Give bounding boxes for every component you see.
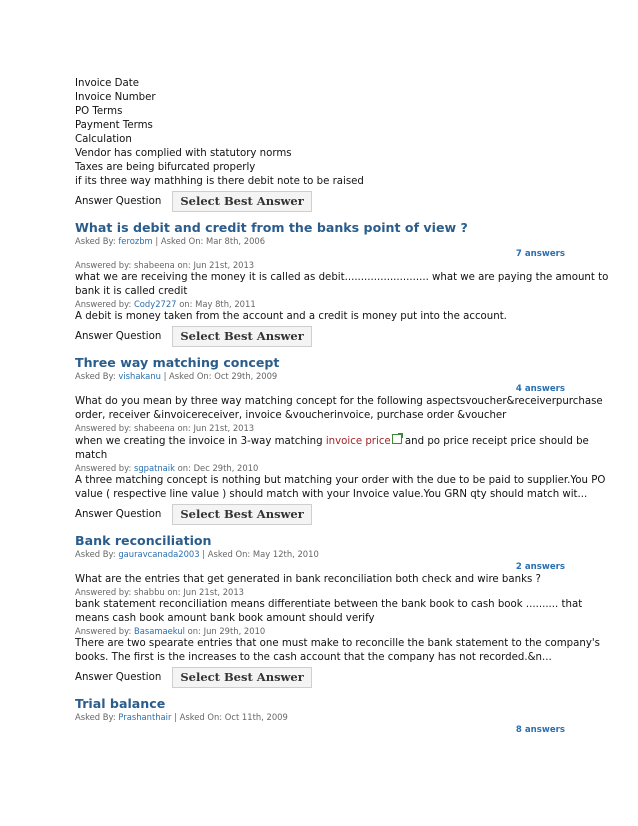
answer-question-link[interactable]: Answer Question <box>75 195 162 207</box>
select-best-answer-button[interactable]: Select Best Answer <box>172 504 312 525</box>
asked-on-label: | Asked On: <box>174 712 223 722</box>
asker-link[interactable]: Prashanthair <box>118 712 172 722</box>
answer-date: Jun 21st, 2013 <box>193 260 255 270</box>
invoice-price-link[interactable]: invoice price <box>325 436 391 447</box>
asked-date: Oct 11th, 2009 <box>224 712 288 722</box>
question-line: What do you mean by three way matching concept for the following aspectsvoucher&receiverpurchase <box>75 396 603 407</box>
answer-line: A three matching concept is nothing but matching your order with the due to be paid to supplier.You PO <box>75 475 606 486</box>
answer-line: match <box>75 450 108 461</box>
answer-question-link[interactable]: Answer Question <box>75 671 162 683</box>
content <box>75 77 609 736</box>
answered-by-label: Answered by: <box>75 463 132 473</box>
intro-line: Invoice Number <box>75 92 156 103</box>
question-block <box>75 355 606 525</box>
question-title[interactable]: Trial balance <box>75 696 166 711</box>
answer-pre: when we creating the invoice in 3-way matching <box>75 436 326 447</box>
answer-text: A debit is money taken from the account and a credit is money put into the account. <box>75 311 507 322</box>
select-best-answer-button[interactable]: Select Best Answer <box>172 191 312 212</box>
answer-meta <box>75 587 565 598</box>
intro-list <box>75 77 565 189</box>
intro-line: PO Terms <box>75 106 123 117</box>
question-meta <box>75 371 565 382</box>
answer-date: Dec 29th, 2010 <box>193 463 259 473</box>
answer-count[interactable]: 7 answers <box>515 249 565 259</box>
select-best-answer-button[interactable]: Select Best Answer <box>172 326 312 347</box>
answerer: shabbu <box>133 587 165 597</box>
on-label: on: <box>177 423 191 433</box>
answer-date: Jun 21st, 2013 <box>193 423 255 433</box>
question-meta <box>75 236 565 247</box>
answer-meta <box>75 299 565 310</box>
external-link-icon[interactable] <box>392 434 402 444</box>
intro-line: Invoice Date <box>75 78 140 89</box>
asker-link[interactable]: vishakanu <box>118 371 161 381</box>
answerer-link[interactable]: Cody2727 <box>133 299 177 309</box>
answered-by-label: Answered by: <box>75 626 132 636</box>
asked-date: Mar 8th, 2006 <box>206 236 266 246</box>
intro-line: Payment Terms <box>75 120 153 131</box>
intro-line: Calculation <box>75 134 132 145</box>
asked-on-label: | Asked On: <box>163 371 212 381</box>
answerer: shabeena <box>133 423 175 433</box>
answer-line: bank statement reconciliation means differentiate between the bank book to cash book .......... that <box>75 599 583 610</box>
answer-question-link[interactable]: Answer Question <box>75 508 162 520</box>
answer-row <box>75 666 565 688</box>
asked-date: May 12th, 2010 <box>252 549 319 559</box>
answer-meta <box>75 423 565 434</box>
asked-by-label: Asked By: <box>75 549 116 559</box>
on-label: on: <box>177 260 191 270</box>
asked-by-label: Asked By: <box>75 236 116 246</box>
answer-line: means cash book amount bank book amount should verify <box>75 613 375 624</box>
answer-meta <box>75 260 565 271</box>
question-meta <box>75 549 565 560</box>
answer-date: Jun 21st, 2013 <box>183 587 245 597</box>
answer-text <box>75 434 589 463</box>
answerer-link[interactable]: Basamaekul <box>133 626 185 636</box>
select-best-answer-button[interactable]: Select Best Answer <box>172 667 312 688</box>
asked-date: Oct 29th, 2009 <box>214 371 278 381</box>
answered-by-label: Answered by: <box>75 423 132 433</box>
question-block <box>75 696 565 736</box>
answer-row <box>75 503 565 525</box>
answer-post: and po price receipt price should be <box>401 436 589 447</box>
answer-meta <box>75 463 565 474</box>
answer-text <box>75 598 583 626</box>
answer-row <box>75 325 565 347</box>
answer-date: Jun 29th, 2010 <box>203 626 266 636</box>
question-meta <box>75 712 565 723</box>
answer-line: There are two spearate entries that one must make to reconcille the bank statement to the company's <box>75 638 600 649</box>
answer-row <box>75 190 565 212</box>
answered-by-label: Answered by: <box>75 299 132 309</box>
question-body <box>75 395 603 423</box>
answer-text <box>75 637 600 665</box>
asked-by-label: Asked By: <box>75 371 116 381</box>
question-title[interactable]: Three way matching concept <box>75 355 280 370</box>
on-label: on: <box>187 626 201 636</box>
answer-line <box>75 434 589 449</box>
question-title[interactable]: Bank reconciliation <box>75 533 212 548</box>
question-title[interactable]: What is debit and credit from the banks point of view ? <box>75 220 468 235</box>
intro-line: if its three way mathhing is there debit note to be raised <box>75 176 364 187</box>
answer-line: what we are receiving the money it is called as debit.......................... what we are paying the amount to <box>75 272 609 283</box>
answer-meta <box>75 626 565 637</box>
asked-on-label: | Asked On: <box>155 236 204 246</box>
answer-count[interactable]: 2 answers <box>515 562 565 572</box>
answer-line: value ( respective line value ) should match with your Invoice value.You GRN qty should match wit... <box>75 489 588 500</box>
asked-by-label: Asked By: <box>75 712 116 722</box>
answered-by-label: Answered by: <box>75 260 132 270</box>
answer-count[interactable]: 8 answers <box>515 725 565 735</box>
question-block <box>75 533 600 688</box>
answerer: shabeena <box>133 260 175 270</box>
answer-question-link[interactable]: Answer Question <box>75 330 162 342</box>
intro-line: Vendor has complied with statutory norms <box>75 148 292 159</box>
answer-count[interactable]: 4 answers <box>515 384 565 394</box>
asker-link[interactable]: gauravcanada2003 <box>118 549 200 559</box>
answer-line: books. The first is the increases to the cash account that the company has not recorded.&n... <box>75 652 552 663</box>
question-line: order, receiver &invoicereceiver, invoice &voucherinvoice, purchase order &voucher <box>75 410 507 421</box>
intro-line: Taxes are being bifurcated properly <box>75 162 256 173</box>
question-body: What are the entries that get generated in bank reconciliation both check and wire banks ? <box>75 574 541 585</box>
on-label: on: <box>167 587 181 597</box>
answer-line: bank it is called credit <box>75 286 188 297</box>
question-block <box>75 220 609 347</box>
answer-text <box>75 474 606 502</box>
asker-link[interactable]: ferozbm <box>118 236 153 246</box>
answerer-link[interactable]: sgpatnaik <box>133 463 175 473</box>
answer-text <box>75 271 609 299</box>
asked-on-label: | Asked On: <box>202 549 251 559</box>
answered-by-label: Answered by: <box>75 587 132 597</box>
on-label: on: <box>177 463 191 473</box>
on-label: on: <box>179 299 193 309</box>
answer-date: May 8th, 2011 <box>195 299 256 309</box>
